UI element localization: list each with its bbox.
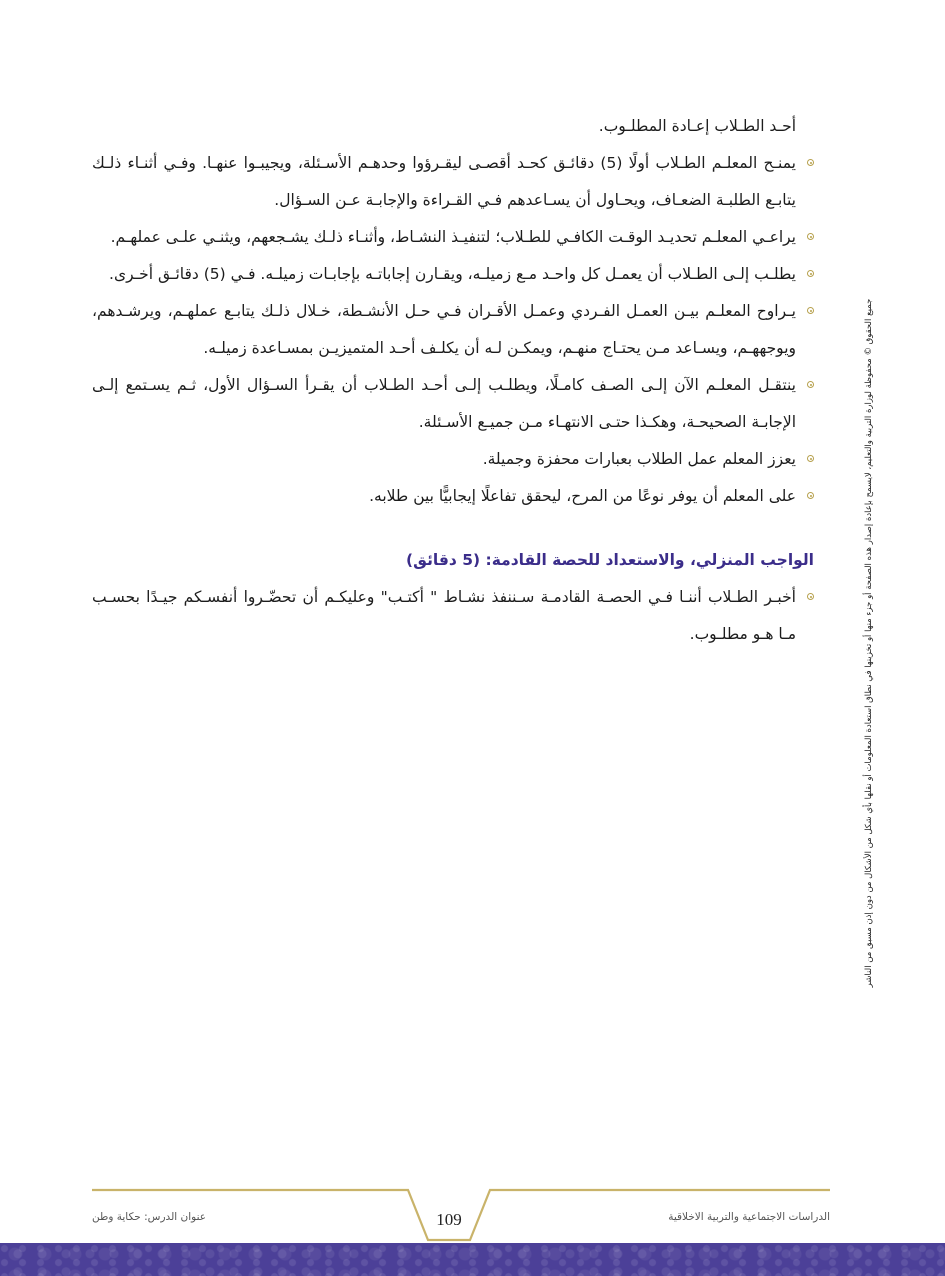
list-item-text: يـراوح المعلـم بيـن العمـل الفـردي وعمـل الأقـران فـي حـل الأنشـطة، خـلال ذلـك يتابـع عملهـم، ويرشـدهم، ويوجههـم، ويسـاعد مـن يحتـاج منهـم، ويمكـن لـه أن يكلـف أحـد المتميزيـن بمسـاعدة زميلـه. xyxy=(92,302,796,357)
copyright-text: جميع الحقوق © محفوظة لوزارة التربية والتعليم، لايسمح بإعادة إصدار هذه الصفحة أو جزء منها أو تخزينها في نطاق استعادة المعلومات أو نقلها بأي شكل من الأشكال من دون إذن مسبق من الناشر xyxy=(864,298,874,988)
list-item xyxy=(92,293,814,367)
section-heading: الواجب المنزلي، والاستعداد للحصة القادمة: (5 دقائق) xyxy=(406,551,814,569)
list-item xyxy=(92,478,814,515)
instruction-list xyxy=(92,145,814,515)
page-number: 109 xyxy=(436,1210,462,1229)
bullet-icon xyxy=(807,381,814,388)
list-item-text: يعزز المعلم عمل الطلاب بعبارات محفزة وجميلة. xyxy=(482,450,796,468)
bullet-icon xyxy=(807,307,814,314)
bullet-icon xyxy=(807,159,814,166)
list-item-text: يراعـي المعلـم تحديـد الوقـت الكافـي للطـلاب؛ لتنفيـذ النشـاط، وأثنـاء ذلـك يشـجعهم، ويثنـي علـى عملهـم. xyxy=(110,228,796,246)
list-item xyxy=(92,219,814,256)
bullet-icon xyxy=(807,492,814,499)
footer-subject: الدراسات الاجتماعية والتربية الاخلاقية xyxy=(668,1211,830,1223)
list-item-text: يمنـح المعلـم الطـلاب أولًا (5) دقائـق كحـد أقصـى ليقـرؤوا وحدهـم الأسـئلة، ويجيبـوا عنهـا. وفـي أثنـاء ذلـك يتابـع الطلبـة الضعـاف، ويحـاول أن يسـاعدهم فـي القـراءة والإجابـة عـن السـؤال. xyxy=(92,154,796,209)
list-item xyxy=(92,579,814,653)
list-item xyxy=(92,256,814,293)
bullet-icon xyxy=(807,455,814,462)
homework-list xyxy=(92,579,814,653)
footer-lesson-title: عنوان الدرس: حكاية وطن xyxy=(92,1211,207,1223)
bullet-icon xyxy=(807,593,814,600)
list-item xyxy=(92,367,814,441)
continued-text-line: أحـد الطـلاب إعـادة المطلـوب. xyxy=(598,117,796,135)
bullet-icon xyxy=(807,233,814,240)
copyright-side-note xyxy=(862,298,876,988)
list-item xyxy=(92,441,814,478)
list-item-text: يطلـب إلـى الطـلاب أن يعمـل كل واحـد مـع زميلـه، ويقـارن إجاباتـه بإجابـات زميلـه. فـي (5) دقائـق أخـرى. xyxy=(109,265,796,283)
list-item-text: على المعلم أن يوفر نوعًا من المرح، ليحقق تفاعلًا إيجابيًّا بين طلابه. xyxy=(369,487,796,505)
bullet-icon xyxy=(807,270,814,277)
decorative-bottom-band xyxy=(0,1243,945,1276)
list-item-text: أخبـر الطـلاب أننـا فـي الحصـة القادمـة سـننفذ نشـاط " أكتـب" وعليكـم أن تحضّـروا أنفسـكم جيـدًا بحسـب مـا هـو مطلـوب. xyxy=(92,588,796,643)
list-item-text: ينتقـل المعلـم الآن إلـى الصـف كامـلًا، ويطلـب إلـى أحـد الطـلاب أن يقـرأ السـؤال الأول، ثـم يسـتمع إلـى الإجابـة الصحيحـة، وهكـذا حتـى الانتهـاء مـن جميـع الأسـئلة. xyxy=(92,376,796,431)
main-content xyxy=(92,108,814,653)
list-item xyxy=(92,145,814,219)
